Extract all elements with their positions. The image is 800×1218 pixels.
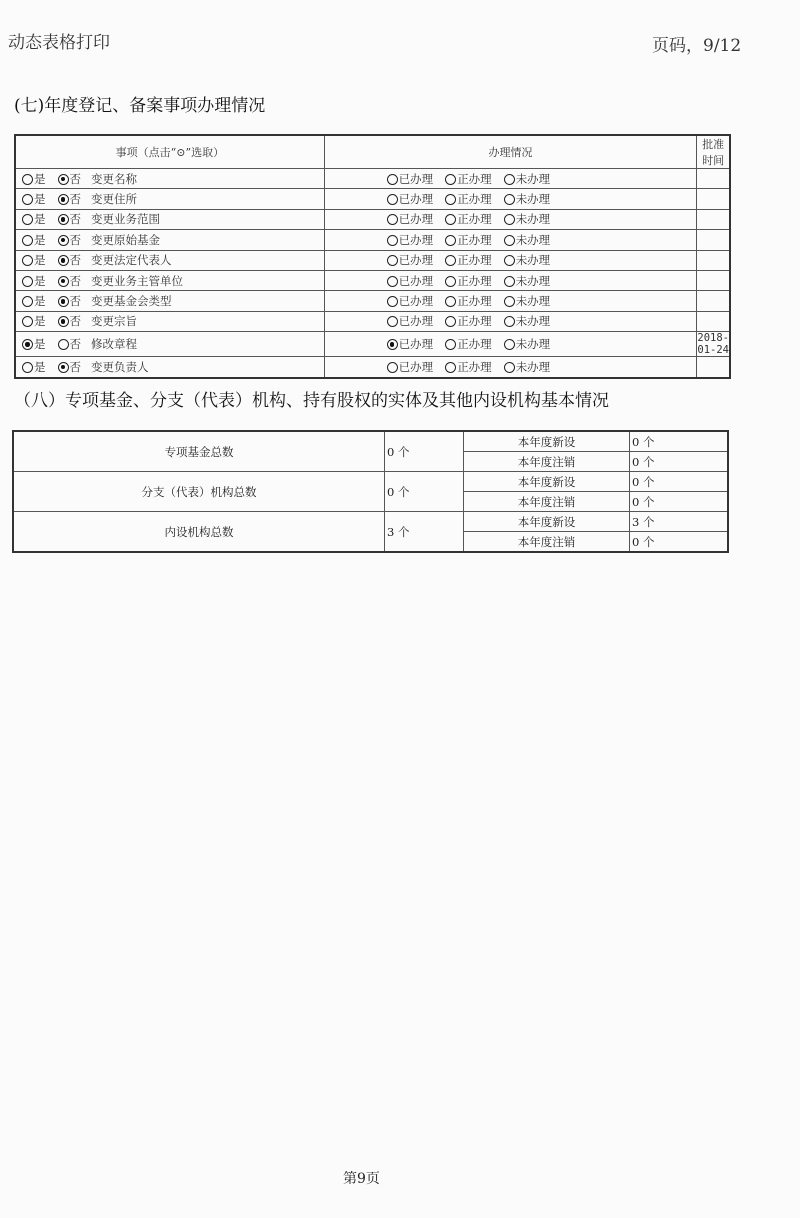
no-radio[interactable] <box>58 194 69 205</box>
yes-option[interactable] <box>22 191 46 207</box>
matter-name: 变更基金会类型 <box>91 294 172 309</box>
status-option[interactable] <box>504 293 551 309</box>
yes-label: 是 <box>34 232 46 247</box>
status-radio[interactable] <box>387 339 398 350</box>
status-radio[interactable] <box>445 362 456 373</box>
status-option[interactable] <box>387 171 434 187</box>
status-radio[interactable] <box>504 235 515 246</box>
status-label: 未办理 <box>515 273 551 288</box>
yes-option[interactable] <box>22 171 46 187</box>
no-label: 否 <box>69 294 81 309</box>
yes-label: 是 <box>34 192 46 207</box>
status-option[interactable] <box>387 232 434 248</box>
no-radio[interactable] <box>58 362 69 373</box>
status-cell <box>324 250 697 270</box>
status-label: 正办理 <box>457 192 492 207</box>
no-radio[interactable] <box>58 316 69 327</box>
approval-date <box>697 357 730 378</box>
no-option[interactable] <box>58 211 82 227</box>
status-radio[interactable] <box>504 276 515 287</box>
status-label: 正办理 <box>457 253 492 268</box>
table-row <box>15 189 730 209</box>
no-label: 否 <box>69 192 81 207</box>
yes-radio[interactable] <box>22 316 33 327</box>
matter-cell <box>15 270 324 290</box>
status-label: 正办理 <box>457 314 492 329</box>
matter-cell <box>15 291 324 311</box>
yes-radio[interactable] <box>22 235 33 246</box>
cancel-value: 0 个 <box>630 492 729 512</box>
table-row <box>15 332 730 357</box>
status-option[interactable] <box>387 313 434 329</box>
yes-option[interactable] <box>22 211 46 227</box>
yes-option[interactable] <box>22 313 46 329</box>
yes-label: 是 <box>34 171 46 186</box>
status-option[interactable] <box>504 252 551 268</box>
matter-name: 变更住所 <box>91 192 137 207</box>
status-radio[interactable] <box>387 174 398 185</box>
table-row <box>15 230 730 250</box>
matter-cell <box>15 189 324 209</box>
status-label: 正办理 <box>457 294 492 309</box>
yes-radio[interactable] <box>22 174 33 185</box>
matter-cell <box>15 311 324 331</box>
matter-cell <box>15 250 324 270</box>
yes-radio[interactable] <box>22 255 33 266</box>
status-option[interactable] <box>445 171 492 187</box>
status-cell <box>324 291 697 311</box>
status-cell <box>324 270 697 290</box>
status-cell <box>324 230 697 250</box>
status-label: 未办理 <box>515 337 551 352</box>
status-cell <box>324 357 697 378</box>
yes-option[interactable] <box>22 293 46 309</box>
status-label: 已办理 <box>398 359 434 374</box>
status-radio[interactable] <box>504 174 515 185</box>
yes-label: 是 <box>34 314 46 329</box>
column-header-status: 办理情况 <box>324 135 697 169</box>
table-row <box>13 431 728 452</box>
status-label: 已办理 <box>398 171 434 186</box>
status-radio[interactable] <box>504 214 515 225</box>
status-cell <box>324 332 697 357</box>
status-label: 正办理 <box>457 212 492 227</box>
status-option[interactable] <box>387 273 434 289</box>
status-radio[interactable] <box>445 296 456 307</box>
no-option[interactable] <box>58 273 82 289</box>
cancel-label: 本年度注销 <box>464 492 630 512</box>
print-header-title: 动态表格打印 <box>8 33 110 53</box>
status-option[interactable] <box>387 336 434 352</box>
table-row <box>15 311 730 331</box>
yes-radio[interactable] <box>22 362 33 373</box>
matter-name: 变更法定代表人 <box>91 253 172 268</box>
approval-date: 2018-01-24 <box>697 332 729 357</box>
status-label: 未办理 <box>515 232 551 247</box>
status-radio[interactable] <box>504 296 515 307</box>
table-row <box>15 209 730 229</box>
no-option[interactable] <box>58 232 82 248</box>
status-radio[interactable] <box>504 339 515 350</box>
no-radio[interactable] <box>58 174 69 185</box>
status-label: 正办理 <box>457 359 492 374</box>
status-option[interactable] <box>387 211 434 227</box>
approval-date <box>697 209 730 229</box>
status-radio[interactable] <box>387 276 398 287</box>
yes-option[interactable] <box>22 232 46 248</box>
yes-radio[interactable] <box>22 339 33 350</box>
matter-name: 变更原始基金 <box>91 232 160 247</box>
matter-name: 变更业务主管单位 <box>91 273 183 288</box>
yes-label: 是 <box>34 337 46 352</box>
institution-type: 内设机构总数 <box>13 512 385 553</box>
no-option[interactable] <box>58 359 82 375</box>
status-radio[interactable] <box>445 214 456 225</box>
table-row <box>15 291 730 311</box>
table-row <box>15 250 730 270</box>
yes-radio[interactable] <box>22 296 33 307</box>
matter-cell <box>15 357 324 378</box>
section-7-title: (七)年度登记、备案事项办理情况 <box>14 96 266 116</box>
new-label: 本年度新设 <box>464 512 630 532</box>
no-option[interactable] <box>58 313 82 329</box>
matter-cell <box>15 209 324 229</box>
approval-date <box>697 250 730 270</box>
no-label: 否 <box>69 359 81 374</box>
status-option[interactable] <box>387 191 434 207</box>
matter-name: 变更业务范围 <box>91 212 160 227</box>
status-radio[interactable] <box>387 296 398 307</box>
status-label: 正办理 <box>457 337 492 352</box>
no-label: 否 <box>69 273 81 288</box>
new-value: 0 个 <box>630 472 729 492</box>
no-option[interactable] <box>58 293 82 309</box>
status-label: 未办理 <box>515 212 551 227</box>
no-label: 否 <box>69 314 81 329</box>
cancel-label: 本年度注销 <box>464 532 630 553</box>
status-label: 已办理 <box>398 212 434 227</box>
no-label: 否 <box>69 171 81 186</box>
status-option[interactable] <box>504 313 551 329</box>
column-header-item: 事项（点击“⊙”选取） <box>15 135 324 169</box>
yes-option[interactable] <box>22 273 46 289</box>
no-label: 否 <box>69 212 81 227</box>
institution-total: 3 个 <box>385 512 464 553</box>
status-radio[interactable] <box>504 316 515 327</box>
table-row <box>15 270 730 290</box>
status-label: 已办理 <box>398 232 434 247</box>
section-8-title: （八）专项基金、分支（代表）机构、持有股权的实体及其他内设机构基本情况 <box>14 391 609 411</box>
matter-name: 变更宗旨 <box>91 314 137 329</box>
status-radio[interactable] <box>445 316 456 327</box>
status-option[interactable] <box>387 252 434 268</box>
status-label: 已办理 <box>398 273 434 288</box>
status-label: 已办理 <box>398 294 434 309</box>
status-radio[interactable] <box>504 194 515 205</box>
status-option[interactable] <box>504 336 551 352</box>
status-option[interactable] <box>504 232 551 248</box>
status-radio[interactable] <box>387 316 398 327</box>
status-radio[interactable] <box>387 235 398 246</box>
status-option[interactable] <box>504 273 551 289</box>
no-radio[interactable] <box>58 339 69 350</box>
no-label: 否 <box>69 232 81 247</box>
status-option[interactable] <box>445 232 492 248</box>
status-label: 正办理 <box>457 232 492 247</box>
status-label: 正办理 <box>457 171 492 186</box>
approval-date <box>697 270 730 290</box>
status-option[interactable] <box>504 211 551 227</box>
institution-total: 0 个 <box>385 431 464 472</box>
yes-label: 是 <box>34 359 46 374</box>
matter-name: 变更负责人 <box>91 359 149 374</box>
status-radio[interactable] <box>445 235 456 246</box>
no-radio[interactable] <box>58 235 69 246</box>
matter-cell <box>15 332 324 357</box>
table-header-row <box>15 135 730 169</box>
institution-type: 分支（代表）机构总数 <box>13 472 385 512</box>
status-radio[interactable] <box>387 214 398 225</box>
approval-date <box>697 230 730 250</box>
status-label: 未办理 <box>515 253 551 268</box>
no-option[interactable] <box>58 336 82 352</box>
yes-radio[interactable] <box>22 194 33 205</box>
status-option[interactable] <box>387 293 434 309</box>
status-cell <box>324 189 697 209</box>
new-value: 0 个 <box>630 431 729 452</box>
cancel-value: 0 个 <box>630 532 729 553</box>
no-label: 否 <box>69 253 81 268</box>
status-radio[interactable] <box>445 174 456 185</box>
status-option[interactable] <box>504 191 551 207</box>
yes-option[interactable] <box>22 336 46 352</box>
new-value: 3 个 <box>630 512 729 532</box>
yes-label: 是 <box>34 273 46 288</box>
status-option[interactable] <box>445 252 492 268</box>
approval-date <box>697 311 730 331</box>
status-option[interactable] <box>387 359 434 375</box>
status-option[interactable] <box>445 211 492 227</box>
status-option[interactable] <box>445 359 492 375</box>
registration-matters-table <box>14 134 731 379</box>
cancel-label: 本年度注销 <box>464 452 630 472</box>
no-label: 否 <box>69 337 81 352</box>
table-row <box>15 357 730 378</box>
status-label: 已办理 <box>398 253 434 268</box>
status-radio[interactable] <box>445 194 456 205</box>
yes-option[interactable] <box>22 252 46 268</box>
status-radio[interactable] <box>387 362 398 373</box>
status-radio[interactable] <box>504 362 515 373</box>
page-counter: 页码，9/12 <box>652 36 742 56</box>
approval-date <box>697 291 730 311</box>
institution-total: 0 个 <box>385 472 464 512</box>
status-cell <box>324 311 697 331</box>
status-label: 未办理 <box>515 171 551 186</box>
yes-label: 是 <box>34 294 46 309</box>
no-radio[interactable] <box>58 296 69 307</box>
column-header-date: 批准时间 <box>697 135 730 169</box>
new-label: 本年度新设 <box>464 431 630 452</box>
status-label: 未办理 <box>515 294 551 309</box>
approval-date <box>697 189 730 209</box>
table-row <box>13 472 728 492</box>
yes-option[interactable] <box>22 359 46 375</box>
status-option[interactable] <box>445 191 492 207</box>
yes-radio[interactable] <box>22 276 33 287</box>
no-option[interactable] <box>58 252 82 268</box>
no-option[interactable] <box>58 171 82 187</box>
approval-date <box>697 169 730 189</box>
institutions-table <box>12 430 729 553</box>
institution-type: 专项基金总数 <box>13 431 385 472</box>
status-option[interactable] <box>445 336 492 352</box>
table-row <box>13 512 728 532</box>
status-cell <box>324 169 697 189</box>
no-radio[interactable] <box>58 214 69 225</box>
matter-cell <box>15 169 324 189</box>
status-label: 正办理 <box>457 273 492 288</box>
matter-name: 修改章程 <box>91 337 137 352</box>
status-option[interactable] <box>445 293 492 309</box>
no-radio[interactable] <box>58 276 69 287</box>
matter-cell <box>15 230 324 250</box>
matter-name: 变更名称 <box>91 171 137 186</box>
status-radio[interactable] <box>445 339 456 350</box>
status-radio[interactable] <box>445 255 456 266</box>
yes-radio[interactable] <box>22 214 33 225</box>
yes-label: 是 <box>34 212 46 227</box>
no-radio[interactable] <box>58 255 69 266</box>
no-option[interactable] <box>58 191 82 207</box>
status-radio[interactable] <box>387 255 398 266</box>
status-label: 已办理 <box>398 192 434 207</box>
status-radio[interactable] <box>445 276 456 287</box>
status-radio[interactable] <box>387 194 398 205</box>
status-label: 未办理 <box>515 314 551 329</box>
status-label: 已办理 <box>398 337 434 352</box>
new-label: 本年度新设 <box>464 472 630 492</box>
status-radio[interactable] <box>504 255 515 266</box>
page-number: 第9页 <box>343 1171 380 1187</box>
status-label: 未办理 <box>515 359 551 374</box>
status-option[interactable] <box>504 359 551 375</box>
table-row <box>15 169 730 189</box>
cancel-value: 0 个 <box>630 452 729 472</box>
status-label: 未办理 <box>515 192 551 207</box>
yes-label: 是 <box>34 253 46 268</box>
status-cell <box>324 209 697 229</box>
status-option[interactable] <box>445 313 492 329</box>
status-option[interactable] <box>504 171 551 187</box>
status-label: 已办理 <box>398 314 434 329</box>
status-option[interactable] <box>445 273 492 289</box>
